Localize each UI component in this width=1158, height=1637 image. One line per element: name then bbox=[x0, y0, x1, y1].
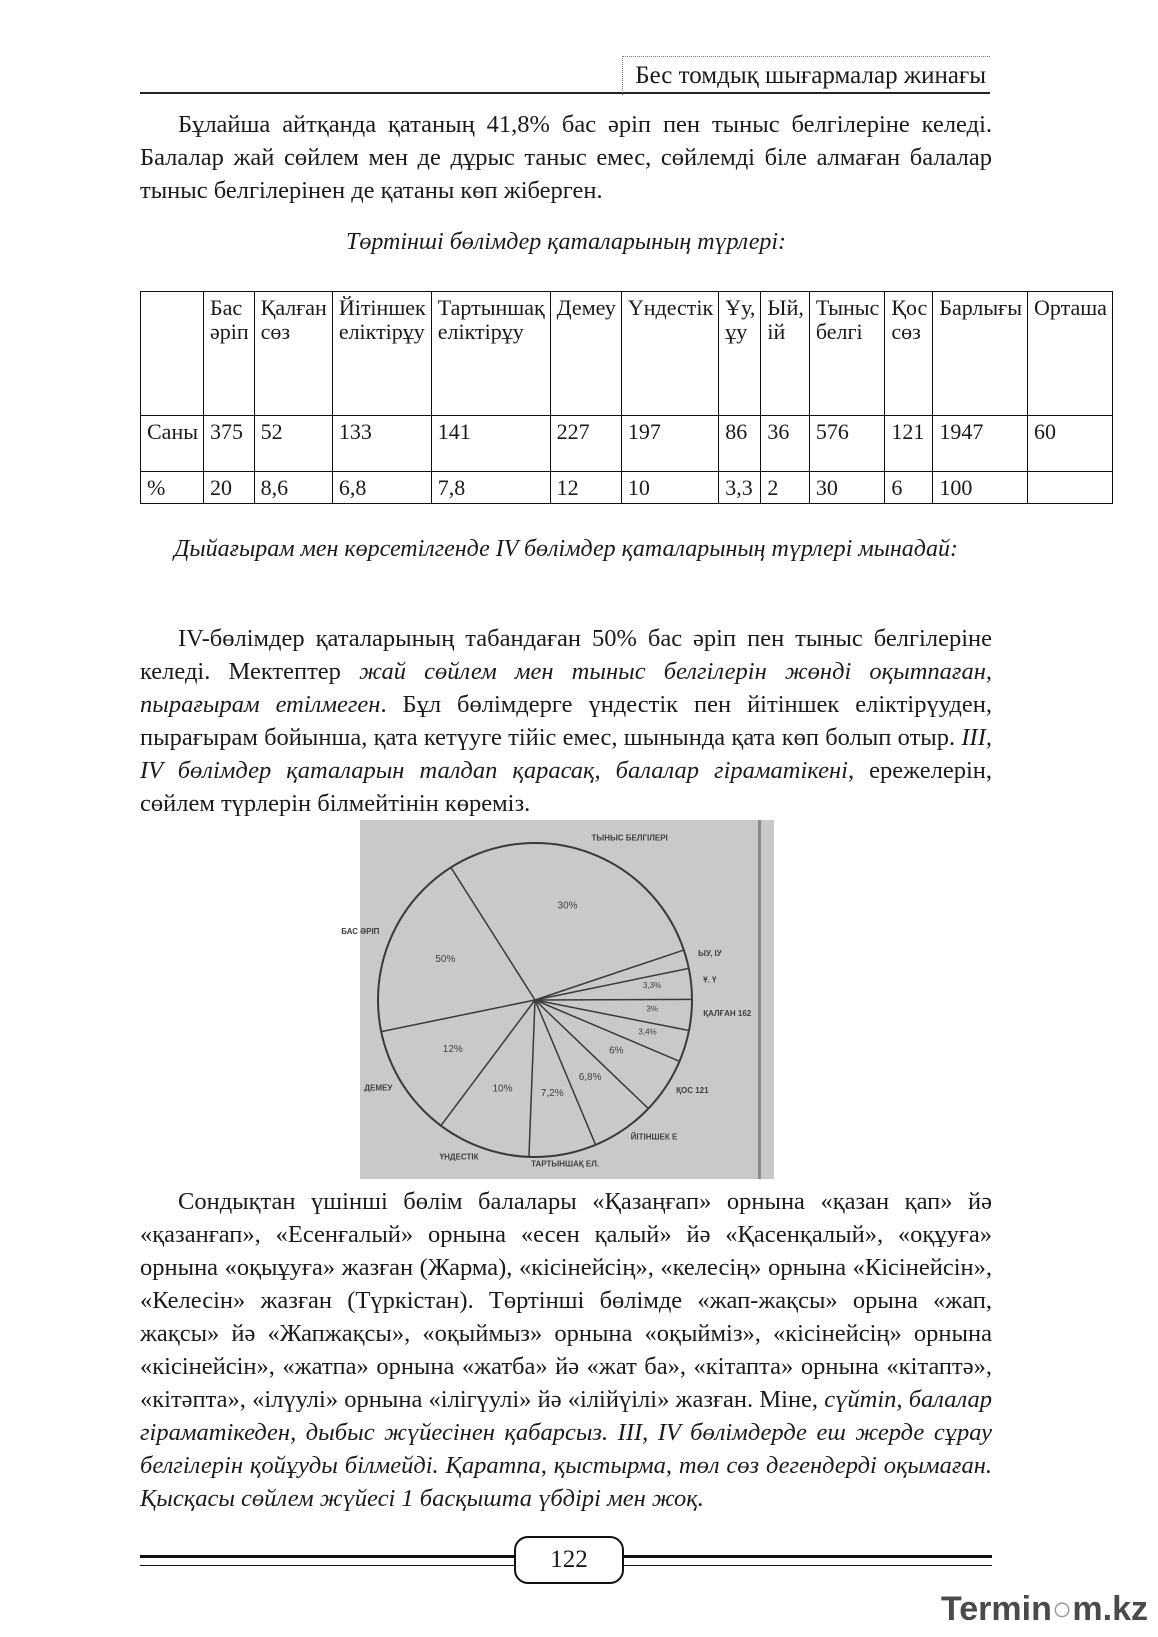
pie-chart bbox=[341, 820, 774, 1179]
paragraph-2-text-c: ережелерін, сөйлем түрлерін білмейтінін көреміз. bbox=[140, 757, 992, 817]
slice-value-label: 3,4% bbox=[638, 1027, 657, 1037]
table-cell: 20 bbox=[204, 472, 255, 504]
slice-category-label: ҮНДЕСТІК bbox=[439, 1152, 479, 1162]
paragraph-3 bbox=[140, 1185, 992, 1515]
slice-category-label: ЙІТІНШЕК Е bbox=[630, 1132, 678, 1142]
running-header bbox=[140, 52, 990, 94]
table-cell: 141 bbox=[431, 416, 550, 472]
header-cell: Ұу, ұу bbox=[719, 292, 761, 416]
table-cell: 12 bbox=[550, 472, 621, 504]
table-cell: 6 bbox=[885, 472, 933, 504]
header-cell: Бас әріп bbox=[204, 292, 255, 416]
table-row-percent bbox=[141, 472, 1113, 504]
table-cell: 30 bbox=[809, 472, 884, 504]
scan-edge-artifact bbox=[758, 820, 761, 1179]
slice-category-label: ҚОС 121 bbox=[676, 1085, 709, 1095]
header-cell: Қос сөз bbox=[885, 292, 933, 416]
slice-value-label: 7,2% bbox=[540, 1087, 564, 1099]
slice-value-label: 3% bbox=[646, 1004, 658, 1014]
slice-category-label: БАС ӘРІП bbox=[341, 927, 380, 937]
slice-category-label: Ұ. Ү bbox=[703, 975, 717, 985]
pie-chart-figure bbox=[341, 820, 774, 1179]
table-cell: 576 bbox=[809, 416, 884, 472]
slice-value-label: 3,3% bbox=[643, 980, 662, 990]
table-cell: 7,8 bbox=[431, 472, 550, 504]
paragraph-2 bbox=[140, 622, 992, 820]
table-cell: 6,8 bbox=[332, 472, 431, 504]
table-header-row bbox=[141, 292, 1113, 416]
slice-value-label: 6% bbox=[609, 1045, 624, 1057]
header-cell: Йітіншек еліктірұу bbox=[332, 292, 431, 416]
paragraph-2-italic-a: жай сөйлем мен тыныс белгілерін жөнді оқытпаған, пырағырам етілмеген bbox=[140, 658, 992, 718]
paragraph-2-text-b: . Бұл бөлімдерге үндестік пен йітіншек еліктірүуден, пырағырам бойынша, қата кетүуге тійіс емес, шынында қата көп болып отыр. bbox=[140, 691, 993, 751]
slice-value-label: 50% bbox=[435, 953, 456, 965]
paragraph-2-italic-b: III, IV бөлімдер қаталарын талдап қарасақ, балалар гіраматікені, bbox=[140, 724, 992, 784]
table-cell: 121 bbox=[885, 416, 933, 472]
table-cell: 36 bbox=[761, 416, 809, 472]
paragraph-1 bbox=[140, 108, 992, 207]
slice-value-label: 12% bbox=[442, 1044, 463, 1056]
pie-slice-boundary bbox=[529, 1000, 535, 1157]
slice-category-label: ТЫНЫС БЕЛГІЛЕРІ bbox=[591, 833, 668, 843]
table-cell: 8,6 bbox=[254, 472, 332, 504]
header-cell: Ый, ій bbox=[761, 292, 809, 416]
slice-category-label: ҚАЛҒАН 162 bbox=[703, 1009, 752, 1019]
pie-slice-boundary bbox=[381, 1000, 535, 1032]
chart-caption: Дыйағырам мен көрсетілгенде IV бөлімдер қаталарының түрлері мынадай: bbox=[174, 536, 958, 562]
header-cell: Демеу bbox=[550, 292, 621, 416]
paragraph-3-italic: сүйтіп, балалар гіраматікеден, дыбыс жүйесінен қабарсыз. III, IV бөлімдерде еш жерде сұрау белгілерін қойұуды білмейді. Қаратпа, қыстырма, төл сөз дегендерді оқымаған. Қысқасы сөйлем жүйесі 1 басқышта үбдірі мен жоқ. bbox=[140, 1386, 992, 1512]
header-cell bbox=[141, 292, 204, 416]
page-number: 122 bbox=[514, 1536, 624, 1584]
header-cell: Тартыншақ еліктірұу bbox=[431, 292, 550, 416]
pie-slice-boundary bbox=[535, 950, 684, 1000]
table-cell: 133 bbox=[332, 416, 431, 472]
table-row-count bbox=[141, 416, 1113, 472]
pie-slice-boundary bbox=[451, 867, 535, 1000]
pie-slice-boundary bbox=[535, 968, 689, 1000]
paragraph-2-text-a: IV-бөлімдер қаталарының табандаған 50% бас әріп пен тыныс белгілеріне келеді. Мектептер bbox=[140, 625, 992, 685]
header-cell: Тыныс белгі bbox=[809, 292, 884, 416]
slice-category-label: ТАРТЫНШАҚ ЕЛ. bbox=[531, 1159, 600, 1169]
header-cell: Орташа bbox=[1027, 292, 1112, 416]
table-cell: 375 bbox=[204, 416, 255, 472]
slice-value-label: 10% bbox=[492, 1083, 513, 1095]
slice-value-label: 6,8% bbox=[578, 1072, 602, 1084]
table-cell: 86 bbox=[719, 416, 761, 472]
paragraph-1-text: Бұлайша айтқанда қатаның 41,8% бас әріп пен тыныс белгілеріне келеді. Балалар жай сөйлем мен де дұрыс таныс емес, сөйлемді біле алмаған балалар тыныс белгілерінен де қатаны көп жіберген. bbox=[140, 111, 992, 204]
slice-category-label: ЫУ, ІУ bbox=[698, 948, 722, 958]
table-cell: 10 bbox=[621, 472, 718, 504]
table-cell: 227 bbox=[550, 416, 621, 472]
slice-category-label: ДЕМЕУ bbox=[364, 1083, 393, 1093]
pie-slice-boundary bbox=[535, 999, 692, 1000]
header-cell: Үндестік bbox=[621, 292, 718, 416]
slice-value-label: 30% bbox=[557, 900, 578, 912]
errors-table bbox=[140, 291, 1113, 504]
table-cell: 52 bbox=[254, 416, 332, 472]
table-cell: 100 bbox=[933, 472, 1028, 504]
header-cell: Барлығы bbox=[933, 292, 1028, 416]
pie-slice-boundary bbox=[441, 1000, 535, 1126]
footer-rule-right bbox=[620, 1555, 992, 1566]
table-caption: Төртінші бөлімдер қаталарының түрлері: bbox=[345, 229, 787, 255]
table-cell bbox=[1027, 472, 1112, 504]
paragraph-3-text: Сондықтан үшінші бөлім балалары «Қазаңғап» орнына «қазан қап» йә «қазанғап», «Есенғалый» орнына «есен қалый» йә «Қасенқалый», «оқұуға» орнына «оқыұуға» жазған (Жарма), «кісінейсің», «келесің» орнына «Кісінейсін», «Келесін» жазған (Түркістан). Төртінші бөлімде «жап-жақсы» орына «жап, жақсы» йә «Жапжақсы», «оқыймыз» орнына «оқыймiз», «кісінейсің» орнына «кісінейсін», «жатпа» орнына «жатба» йә «жат ба», «кітапта» орнына «кітаптә», «кітәпта», «ілүулі» орнына «ілігүулі» йә «ілійүілі» жазған. Міне, bbox=[140, 1188, 992, 1413]
site-watermark-logo: Termin○m.kz bbox=[941, 1590, 1148, 1628]
pie-slice-boundary bbox=[535, 1000, 689, 1031]
table-cell: 1947 bbox=[933, 416, 1028, 472]
table-cell: 3,3 bbox=[719, 472, 761, 504]
header-cell: Қалған сөз bbox=[254, 292, 332, 416]
footer-rule-left bbox=[140, 1555, 514, 1566]
row-label: % bbox=[141, 472, 204, 504]
row-label: Саны bbox=[141, 416, 204, 472]
table-cell: 2 bbox=[761, 472, 809, 504]
table-cell: 197 bbox=[621, 416, 718, 472]
book-title: Бес томдық шығармалар жинағы bbox=[622, 56, 990, 95]
table-cell: 60 bbox=[1027, 416, 1112, 472]
